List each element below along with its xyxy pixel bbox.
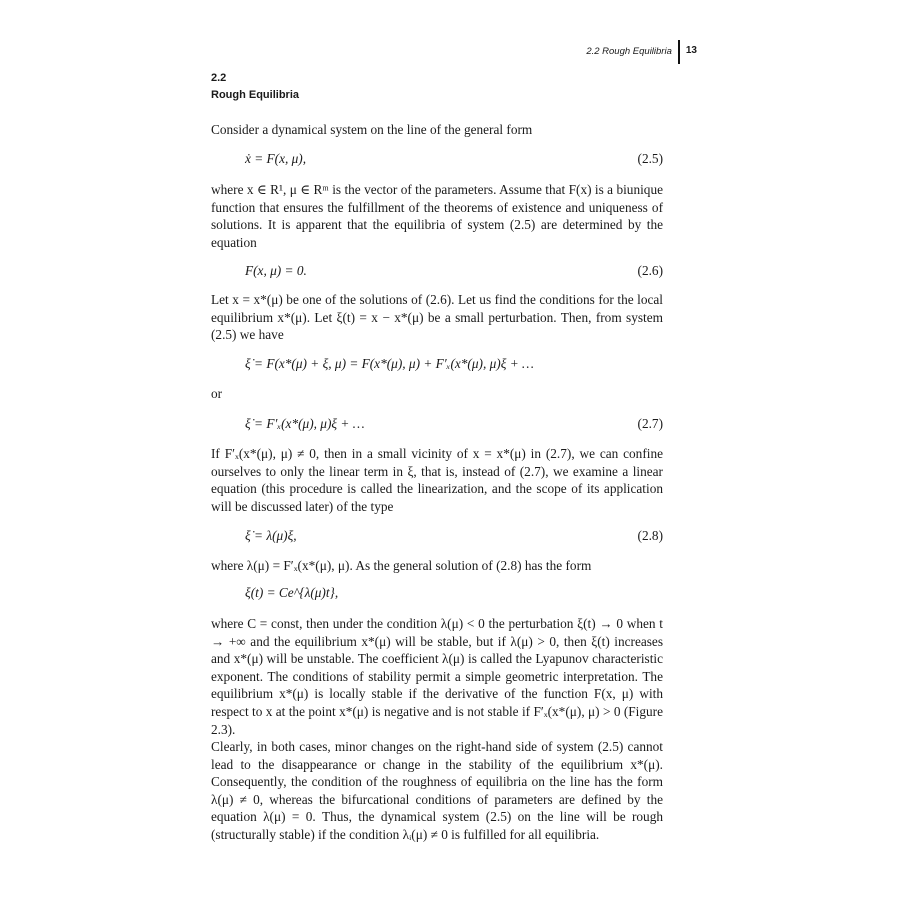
- equation-expansion: [211, 356, 663, 376]
- paragraph-3: Let x = x*(μ) be one of the solutions of (2.6). Let us find the conditions for the local equilibrium x*(μ). Let ξ(t) = x − x*(μ) be a small perturbation. Then, from system (2.5) we have: [211, 292, 663, 343]
- section-number: 2.2: [211, 72, 227, 84]
- equation-expression: ξ̇ = λ(μ)ξ,: [245, 528, 297, 543]
- paragraph-6: where C = const, then under the condition λ(μ) < 0 the perturbation ξ(t) → 0 when t → +∞ and the equilibrium x*(μ) will be stable, but if λ(μ) > 0, then ξ(t) increases and x*(μ) will be unstable. The coefficient λ(μ) is called the Lyapunov characteristic exponent. The conditions of stability permit a simple geometric interpretation. The equilibrium x*(μ) is locally stable if the derivative of the function F(x, μ) with respect to x at the point x*(μ) is negative and is not stable if F′ₓ(x*(μ), μ) > 0 (Figure 2.3).: [211, 616, 663, 737]
- paragraph-7: Clearly, in both cases, minor changes on the right-hand side of system (2.5) cannot lead to the disappearance or change in the stability of the equilibrium x*(μ). Consequently, the condition of the roughness of equilibria on the line has the form λ(μ) ≠ 0, whereas the bifurcational conditions of parameters are defined by the equation λ(μ) = 0. Thus, the dynamical system (2.5) on the line will be rough (structurally stable) if the condition λᵢ(μ) ≠ 0 is fulfilled for all equilibria.: [211, 739, 663, 842]
- equation-expression: ξ(t) = Ce^{λ(μ)t},: [245, 585, 339, 600]
- page-number: 13: [685, 45, 697, 56]
- running-head-title: 2.2 Rough Equilibria: [586, 46, 672, 57]
- equation-2-8: [211, 528, 663, 548]
- paragraph-5: where λ(μ) = F′ₓ(x*(μ), μ). As the general solution of (2.8) has the form: [211, 558, 592, 573]
- equation-number: (2.8): [637, 528, 663, 543]
- equation-number: (2.6): [637, 263, 663, 278]
- equation-general-solution: [211, 585, 663, 605]
- equation-2-5: [211, 151, 663, 171]
- paragraph-2: where x ∈ R¹, μ ∈ Rᵐ is the vector of the parameters. Assume that F(x) is a biunique function that ensures the fulfillment of the theorems of existence and uniqueness of solutions. It is apparent that the equilibria of system (2.5) are determined by the equation: [211, 182, 663, 250]
- connective-or: or: [211, 386, 223, 401]
- running-head-rule: [678, 40, 680, 64]
- equation-2-6: [211, 263, 663, 283]
- equation-expression: ξ̇ = F(x*(μ) + ξ, μ) = F(x*(μ), μ) + F′ₓ(x*(μ), μ)ξ + …: [245, 356, 534, 371]
- equation-expression: F(x, μ) = 0.: [245, 263, 307, 278]
- equation-expression: ξ̇ = F′ₓ(x*(μ), μ)ξ + …: [245, 416, 365, 431]
- equation-number: (2.5): [637, 151, 663, 166]
- equation-2-7: [211, 416, 663, 436]
- equation-expression: ẋ = F(x, μ),: [245, 151, 307, 166]
- paragraph-1: Consider a dynamical system on the line of the general form: [211, 122, 533, 137]
- section-title: Rough Equilibria: [211, 89, 299, 101]
- page-content: [211, 0, 697, 900]
- running-head: [586, 40, 697, 64]
- equation-number: (2.7): [637, 416, 663, 431]
- paragraph-4: If F′ₓ(x*(μ), μ) ≠ 0, then in a small vicinity of x = x*(μ) in (2.7), we can confine ourselves to only the linear term in ξ, that is, instead of (2.7), we examine a linear equation (this procedure is called the linearization, and the scope of its application will be discussed later) of the type: [211, 446, 663, 514]
